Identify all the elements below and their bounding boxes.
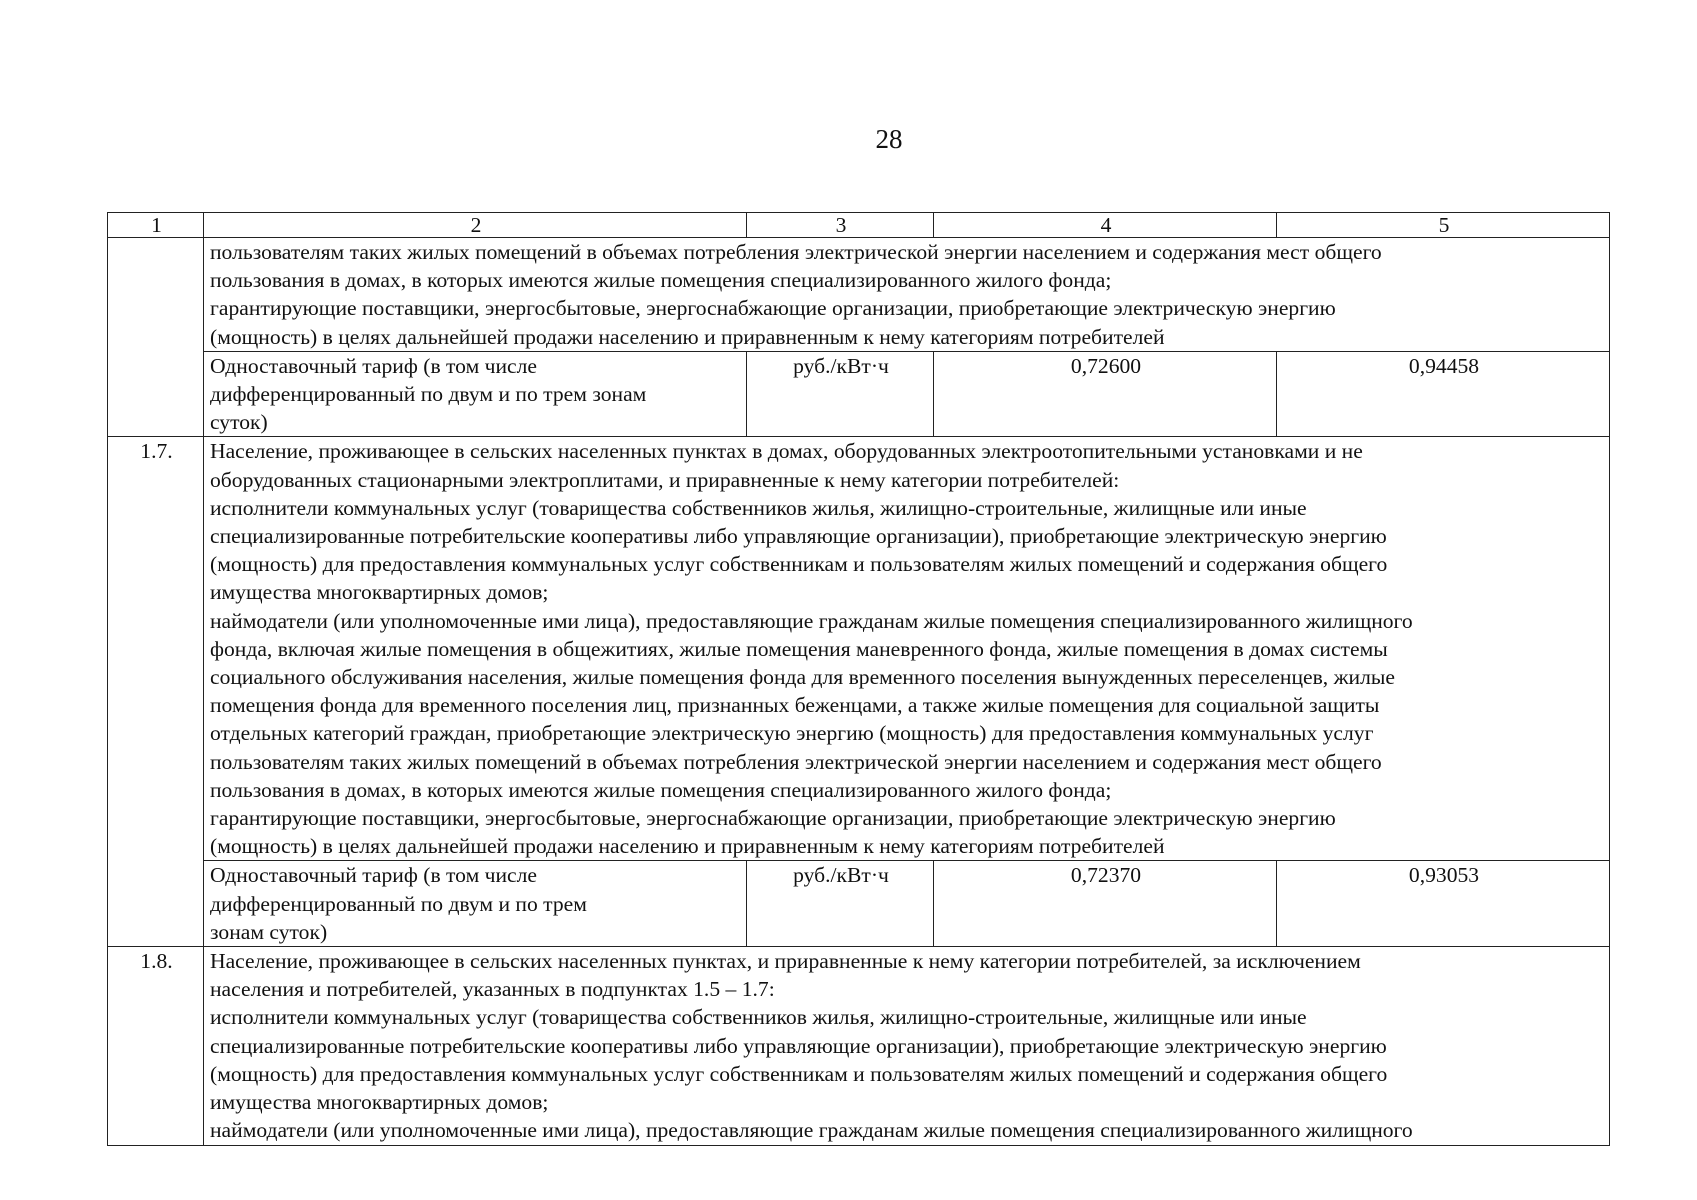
row-1-7-tariff-row bbox=[108, 861, 1610, 947]
header-row bbox=[108, 213, 1610, 238]
row-1-8-description-cell bbox=[204, 947, 1610, 1145]
row-1-7-tariff-name: Одноставочный тариф (в том числе дифференцированный по двум и по трем зонам суток) bbox=[210, 863, 587, 944]
continuation-description-row bbox=[108, 238, 1610, 352]
page-number: 28 bbox=[875, 124, 903, 154]
unit-cell: руб./кВт·ч bbox=[747, 351, 934, 437]
header-col-3: 3 bbox=[747, 213, 934, 238]
row-1-7-text: Население, проживающее в сельских населенных пунктах в домах, оборудованных электроотопительными установками и не оборудованных стационарными электроплитами, и приравненные к нему категории потребителей: исполнители коммунальных услуг (товарищества собственников жилья, жилищно-строительные, жилищные или иные специализированные потребительские кооперативы либо управляющие организации), приобретающие электрическую энергию (мощность) для предоставления коммунальных услуг собственникам и пользователям жилых помещений и содержания общего имущества многоквартирных домов; наймодатели (или уполномоченные ими лица), предоставляющие гражданам жилые помещения специализированного жилищного фонда, включая жилые помещения в общежитиях, жилые помещения маневренного фонда, жилые помещения в домах системы социального обслуживания населения, жилые помещения фонда для временного поселения вынужденных переселенцев, жилые помещения фонда для временного поселения лиц, признанных беженцами, а также жилые помещения для социальной защиты отдельных категорий граждан, приобретающие электрическую энергию (мощность) для предоставления коммунальных услуг пользователям таких жилых помещений в объемах потребления электрической энергии населением и содержания мест общего пользования в домах, в которых имеются жилые помещения специализированного жилого фонда; гарантирующие поставщики, энергосбытовые, энергоснабжающие организации, приобретающие электрическую энергию (мощность) в целях дальнейшей продажи населению и приравненным к нему категориям потребителей bbox=[210, 439, 1413, 859]
header-col-1: 1 bbox=[108, 213, 204, 238]
continuation-tariff-row bbox=[108, 351, 1610, 437]
continuation-description bbox=[204, 238, 1610, 352]
header-col-4: 4 bbox=[934, 213, 1277, 238]
tariff-table bbox=[107, 212, 1610, 1146]
value-col-4: 0,72600 bbox=[934, 351, 1277, 437]
row-1-7-description-cell bbox=[204, 437, 1610, 861]
header-col-5: 5 bbox=[1277, 213, 1610, 238]
row-1-7-unit: руб./кВт·ч bbox=[747, 861, 934, 947]
continuation-number-cell bbox=[108, 238, 204, 437]
tariff-name-cell bbox=[204, 351, 747, 437]
row-1-8-description bbox=[108, 947, 1610, 1145]
row-1-8-number: 1.8. bbox=[108, 947, 204, 1145]
continuation-text: пользователям таких жилых помещений в объемах потребления электрической энергии населением и содержания мест общего пользования в домах, в которых имеются жилые помещения специализированного жилого фонда; гарантирующие поставщики, энергосбытовые, энергоснабжающие организации, приобретающие электрическую энергию (мощность) в целях дальнейшей продажи населению и приравненным к нему категориям потребителей bbox=[210, 240, 1382, 349]
header-col-2: 2 bbox=[204, 213, 747, 238]
tariff-name: Одноставочный тариф (в том числе дифференцированный по двум и по трем зонам суток) bbox=[210, 353, 647, 435]
row-1-7-value-col-4: 0,72370 bbox=[934, 861, 1277, 947]
row-1-7-value-col-5: 0,93053 bbox=[1277, 861, 1610, 947]
row-1-8-text: Население, проживающее в сельских населенных пунктах, и приравненные к нему категории потребителей, за исключением населения и потребителей, указанных в подпунктах 1.5 – 1.7: исполнители коммунальных услуг (товарищества собственников жилья, жилищно-строительные, жилищные или иные специализированные потребительские кооперативы либо управляющие организации), приобретающие электрическую энергию (мощность) для предоставления коммунальных услуг собственникам и пользователям жилых помещений и содержания общего имущества многоквартирных домов; наймодатели (или уполномоченные ими лица), предоставляющие гражданам жилые помещения специализированного жилищного bbox=[210, 949, 1413, 1143]
row-1-7-number: 1.7. bbox=[108, 437, 204, 947]
row-1-7-description bbox=[108, 437, 1610, 861]
row-1-7-tariff-name-cell bbox=[204, 861, 747, 947]
value-col-5: 0,94458 bbox=[1277, 351, 1610, 437]
